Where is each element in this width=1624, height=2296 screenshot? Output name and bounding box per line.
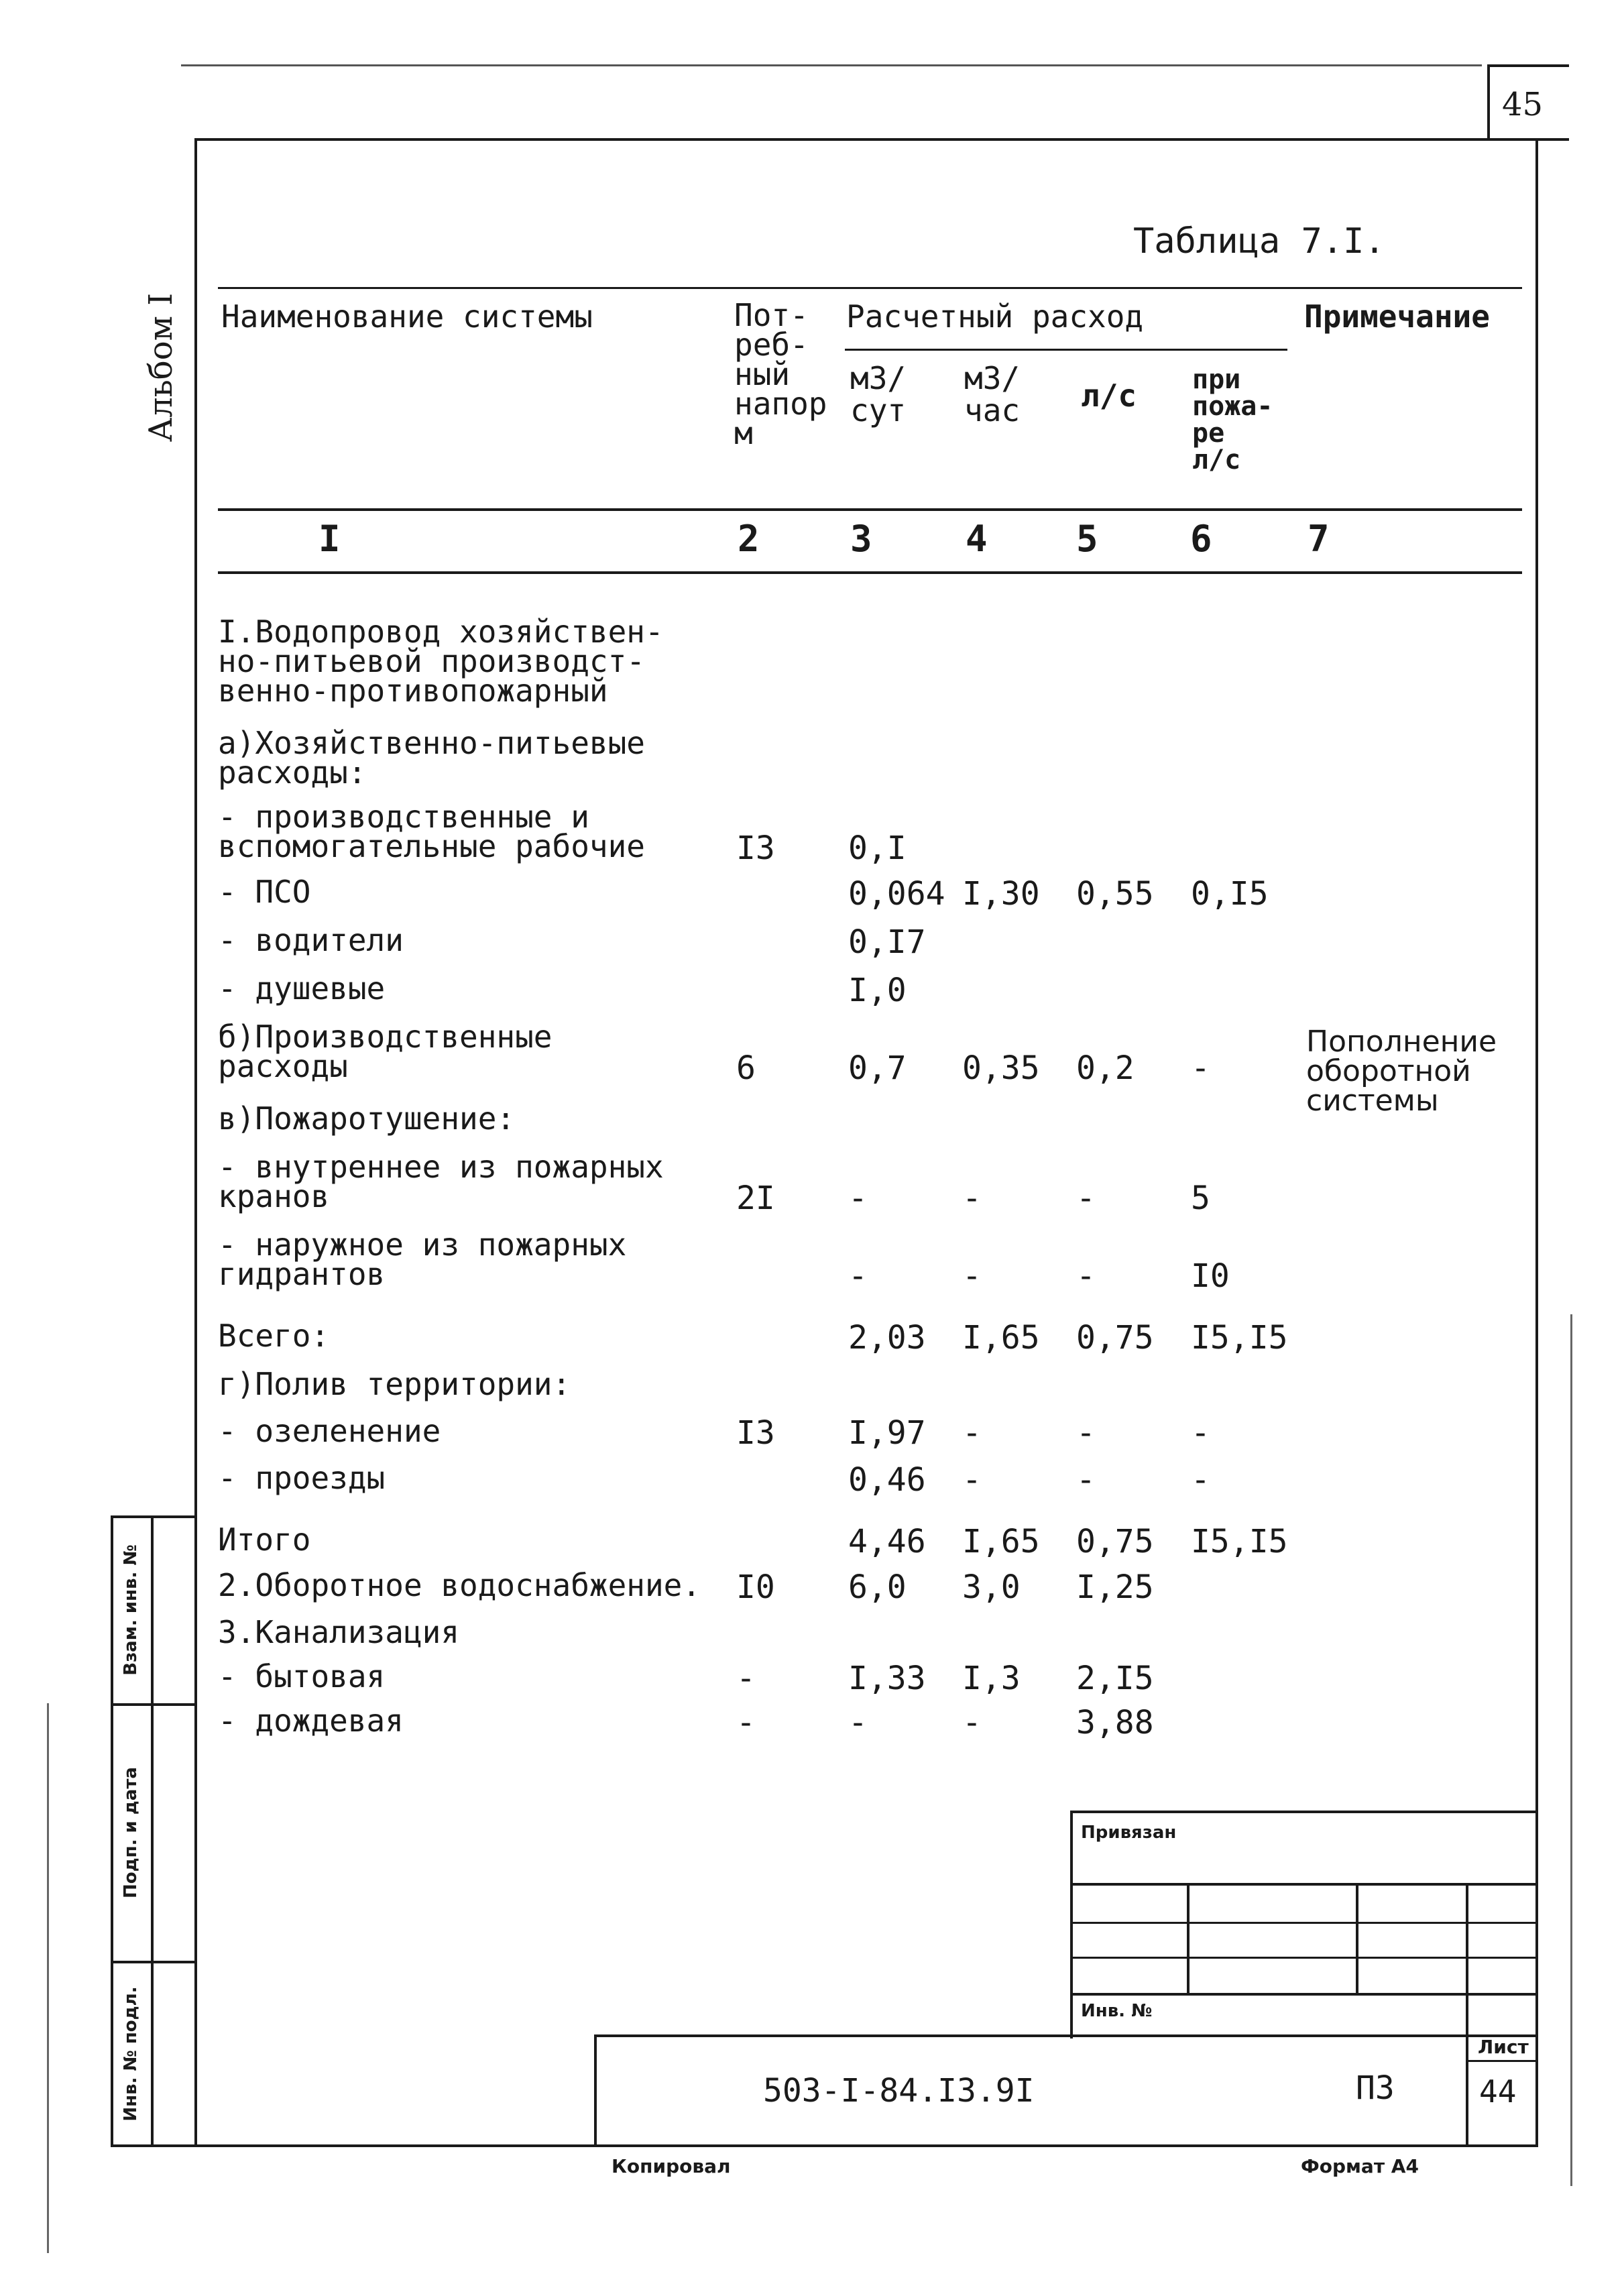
header-fire: при пожа- ре л/с	[1192, 364, 1273, 475]
stamp-col-1	[1187, 1883, 1190, 1993]
table-cell-head: I3	[736, 1414, 775, 1452]
table-cell-name: - ПСО	[218, 874, 311, 910]
table-cell-m3-day: 0,7	[848, 1049, 907, 1087]
stamp-privyazan: Привязан	[1081, 1823, 1177, 1843]
table-cell-l-s: 0,75	[1076, 1319, 1154, 1357]
header-top-line	[218, 287, 1522, 289]
table-cell-name: Всего:	[218, 1318, 330, 1354]
table-cell-name: в)Пожаротушение:	[218, 1100, 516, 1137]
table-cell-head: 2I	[736, 1180, 775, 1217]
table-cell-name: Итого	[218, 1522, 311, 1558]
table-cell-m3-day: -	[848, 1257, 868, 1295]
table-cell-l-s: 0,55	[1076, 875, 1154, 913]
table-cell-l-s: 3,88	[1076, 1704, 1154, 1741]
table-cell-m3-day: -	[848, 1180, 868, 1217]
colnum-6: 6	[1190, 518, 1212, 560]
title-block-top	[594, 2034, 1538, 2037]
table-cell-m3-hour: I,65	[962, 1523, 1040, 1560]
side-stamp-inv-podl: Инв. № подл.	[121, 1986, 141, 2122]
scan-edge-right	[1570, 1314, 1572, 2186]
footer-copied: Копировал	[612, 2155, 731, 2177]
album-label: Альбом I	[142, 292, 180, 443]
header-m3-hour: м3/ час	[964, 360, 1021, 428]
table-cell-l-s: 2,I5	[1076, 1660, 1154, 1697]
stamp-left	[1070, 1811, 1073, 2039]
frame-right	[1535, 138, 1538, 2147]
page-number-box-top	[1487, 64, 1569, 67]
list-label: Лист	[1478, 2036, 1529, 2058]
table-cell-m3-hour: I,65	[962, 1319, 1040, 1357]
colnum-bottom-line	[218, 571, 1522, 574]
list-box-divider	[1466, 2060, 1538, 2062]
table-cell-m3-day: 0,I	[848, 829, 907, 867]
table-cell-name: - внутреннее из пожарных кранов	[218, 1149, 664, 1214]
table-cell-head: I3	[736, 829, 775, 867]
table-cell-name: - наружное из пожарных гидрантов	[218, 1226, 627, 1292]
list-number: 44	[1479, 2073, 1517, 2110]
table-cell-name: 2.Оборотное водоснабжение.	[218, 1567, 701, 1603]
header-flow-group: Расчетный расход	[846, 298, 1144, 335]
header-bottom-line	[218, 508, 1522, 511]
table-cell-m3-day: I,0	[848, 972, 907, 1009]
footer-format: Формат А4	[1301, 2155, 1419, 2177]
table-cell-name: - водители	[218, 922, 404, 958]
table-cell-fire: -	[1191, 1461, 1210, 1499]
doc-code: 503-I-84.I3.9I	[763, 2072, 1035, 2110]
stamp-top	[1070, 1811, 1538, 1813]
table-cell-m3-day: I,33	[848, 1660, 926, 1697]
table-cell-name: - производственные и вспомогательные рабочие	[218, 799, 645, 864]
frame-left	[194, 138, 197, 2147]
colnum-1: I	[318, 518, 341, 560]
table-cell-m3-day: 0,46	[848, 1461, 926, 1499]
table-cell-name: - озеленение	[218, 1413, 441, 1449]
table-cell-fire: 0,I5	[1191, 875, 1269, 913]
table-cell-m3-hour: -	[962, 1461, 982, 1499]
table-cell-l-s: -	[1076, 1180, 1096, 1217]
table-cell-fire: I5,I5	[1191, 1319, 1288, 1357]
table-cell-fire: 5	[1191, 1180, 1210, 1217]
table-cell-m3-hour: 3,0	[962, 1568, 1021, 1606]
top-dashed-line	[181, 64, 1482, 66]
flow-group-underline	[845, 349, 1287, 351]
side-stamp-vzam: Взам. инв. №	[121, 1544, 141, 1676]
colnum-5: 5	[1076, 518, 1098, 560]
table-cell-m3-hour: 0,35	[962, 1049, 1040, 1087]
note-replenishment: Пополнение оборотной системы	[1306, 1025, 1497, 1118]
table-cell-name: I.Водопровод хозяйствен- но-питьевой производст- венно-противопожарный	[218, 614, 664, 709]
table-cell-fire: I5,I5	[1191, 1523, 1288, 1560]
page-number: 45	[1502, 86, 1544, 123]
stamp-inv-no: Инв. №	[1081, 2001, 1153, 2021]
table-cell-name: а)Хозяйственно-питьевые расходы:	[218, 725, 645, 791]
header-l-s: л/с	[1081, 378, 1137, 414]
table-cell-m3-hour: -	[962, 1414, 982, 1452]
side-stamp-inner	[151, 1515, 154, 2146]
table-cell-name: г)Полив территории:	[218, 1366, 571, 1402]
table-cell-m3-hour: -	[962, 1257, 982, 1295]
table-cell-name: - бытовая	[218, 1658, 386, 1695]
table-cell-name: - душевые	[218, 970, 386, 1007]
header-note: Примечание	[1304, 298, 1490, 335]
table-cell-m3-hour: I,3	[962, 1660, 1021, 1697]
scan-edge-left	[47, 1703, 49, 2253]
table-cell-m3-hour: -	[962, 1704, 982, 1741]
table-cell-l-s: -	[1076, 1461, 1096, 1499]
table-cell-m3-day: -	[848, 1704, 868, 1741]
table-cell-fire: -	[1191, 1049, 1210, 1087]
table-cell-m3-day: I,97	[848, 1414, 926, 1452]
stamp-col-2	[1356, 1883, 1358, 1993]
colnum-4: 4	[966, 518, 988, 560]
table-cell-m3-day: 4,46	[848, 1523, 926, 1560]
table-cell-l-s: I,25	[1076, 1568, 1154, 1606]
frame-top	[194, 138, 1569, 141]
side-stamp-outer-left	[111, 1515, 113, 2146]
table-cell-name: - проезды	[218, 1460, 386, 1496]
doc-section: ПЗ	[1356, 2069, 1395, 2107]
table-cell-name: - дождевая	[218, 1703, 404, 1739]
table-cell-l-s: 0,75	[1076, 1523, 1154, 1560]
table-cell-m3-hour: -	[962, 1180, 982, 1217]
table-cell-head: -	[736, 1660, 756, 1697]
colnum-3: 3	[850, 518, 872, 560]
table-cell-fire: -	[1191, 1414, 1210, 1452]
colnum-7: 7	[1308, 518, 1330, 560]
table-cell-fire: I0	[1191, 1257, 1230, 1295]
table-cell-head: I0	[736, 1568, 775, 1606]
colnum-2: 2	[738, 518, 760, 560]
table-cell-head: 6	[736, 1049, 756, 1087]
title-block-left	[594, 2034, 597, 2147]
table-title: Таблица 7.I.	[1133, 221, 1385, 262]
table-cell-m3-day: 2,03	[848, 1319, 926, 1357]
header-m3-day: м3/ сут	[850, 360, 907, 428]
table-cell-m3-day: 0,064	[848, 875, 945, 913]
table-cell-l-s: -	[1076, 1414, 1096, 1452]
table-cell-m3-day: 6,0	[848, 1568, 907, 1606]
table-cell-m3-hour: I,30	[962, 875, 1040, 913]
table-cell-name: б)Производственные расходы	[218, 1019, 553, 1084]
list-box-left	[1466, 2034, 1468, 2147]
header-name: Наименование системы	[221, 298, 593, 335]
header-head: Пот- реб- ный напор м	[734, 297, 827, 451]
table-cell-m3-day: 0,I7	[848, 923, 926, 961]
page-number-box-left	[1487, 64, 1490, 139]
table-cell-l-s: 0,2	[1076, 1049, 1135, 1087]
table-cell-name: 3.Канализация	[218, 1614, 460, 1650]
table-cell-l-s: -	[1076, 1257, 1096, 1295]
frame-bottom	[111, 2144, 1538, 2147]
side-stamp-podp: Подп. и дата	[121, 1767, 141, 1898]
table-cell-head: -	[736, 1704, 756, 1741]
stamp-col-3	[1466, 1883, 1468, 2037]
